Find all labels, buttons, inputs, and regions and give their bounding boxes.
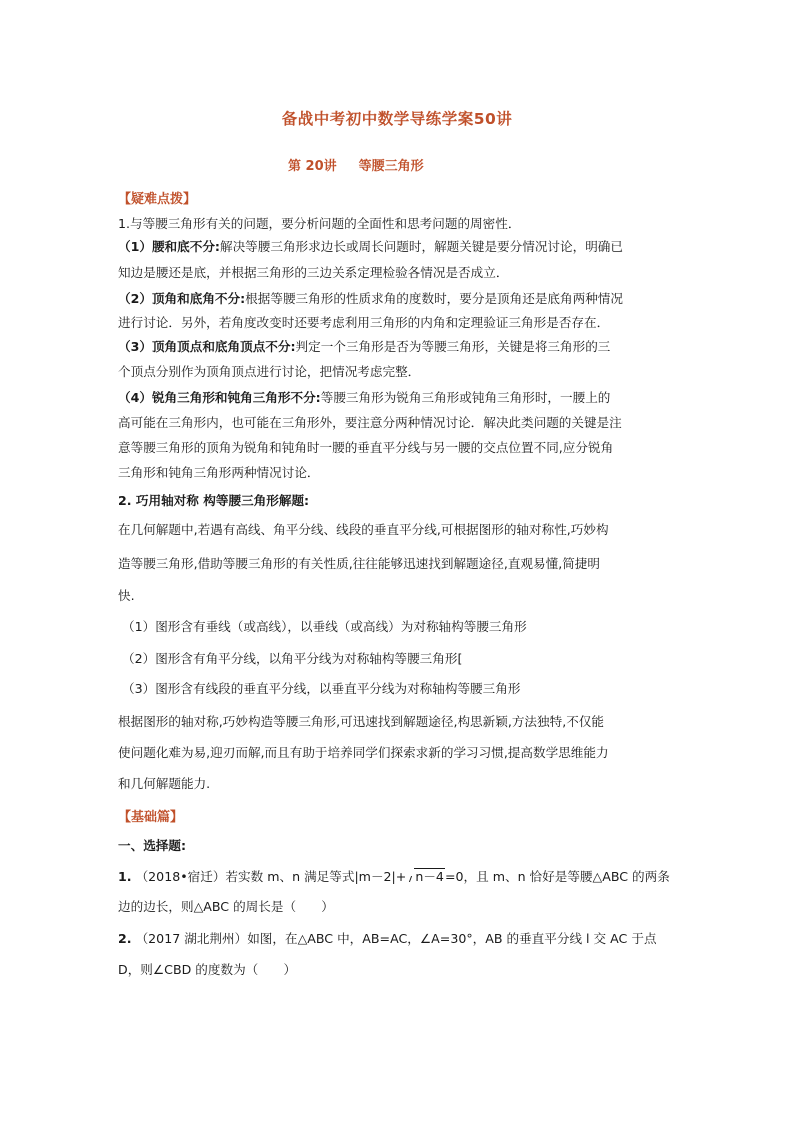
point-text: 根据等腰三角形的性质求角的度数时，要分是顶角还是底角两种情况: [245, 291, 623, 306]
paragraph-line: 进行讨论．另外，若角度改变时还要考虑利用三角形的内角和定理验证三角形是否存在．: [118, 315, 610, 330]
question-1: [118, 868, 678, 886]
paragraph-line: [118, 290, 678, 308]
paragraph-line: （1）图形含有垂线（或高线），以垂线（或高线）为对称轴构等腰三角形: [122, 619, 527, 634]
sqrt-radicand: n－4: [415, 869, 444, 884]
paragraph-line: 个顶点分别作为顶角顶点进行讨论，把情况考虑完整．: [118, 364, 421, 379]
paragraph-line: 和几何解题能力.: [118, 776, 211, 791]
lesson-title: [288, 155, 528, 174]
point-text: 解决等腰三角形求边长或周长问题时，解题关键是要分情况讨论，明确已: [219, 239, 623, 254]
point-text: 等腰三角形为锐角三角形或钝角三角形时，一腰上的: [320, 390, 611, 405]
paragraph-line: [118, 389, 678, 407]
question-number: 1.: [118, 869, 132, 884]
paragraph-line: 根据图形的轴对称,巧妙构造等腰三角形,可迅速找到解题途径,构思新颖,方法独特,不仅能: [118, 714, 604, 729]
point-text: 判定一个三角形是否为等腰三角形，关键是将三角形的三: [295, 339, 611, 354]
point-label: （2）顶角和底角不分:: [118, 291, 246, 306]
section-heading-basic: 【基础篇】: [118, 810, 184, 825]
section-heading-difficulty: 【疑难点拨】: [118, 192, 197, 207]
question-text: =0，且 m、n 恰好是等腰△ABC 的两条: [444, 869, 670, 884]
question-number: 2.: [118, 931, 132, 946]
paragraph-line: 在几何解题中,若遇有高线、角平分线、线段的垂直平分线,可根据图形的轴对称性,巧妙构: [118, 522, 609, 537]
question-2-continued: D，则∠CBD 的度数为（ ）: [118, 962, 297, 977]
paragraph-line: 知边是腰还是底，并根据三角形的三边关系定理检验各情况是否成立．: [118, 265, 509, 280]
paragraph-line: 2. 巧用轴对称 构等腰三角形解题:: [118, 493, 310, 508]
paragraph-line: [118, 238, 678, 256]
paragraph-line: （3）图形含有线段的垂直平分线，以垂直平分线为对称轴构等腰三角形: [122, 681, 521, 696]
lesson-name: 等腰三角形: [358, 159, 424, 174]
point-label: （1）腰和底不分:: [118, 239, 220, 254]
question-group-heading: 一、选择题:: [118, 838, 187, 853]
paragraph-line: 使问题化难为易,迎刃而解,而且有助于培养同学们探索求新的学习习惯,提高数学思维能力: [118, 745, 609, 760]
question-text: （2017 湖北荆州）如图，在△ABC 中，AB=AC，∠A=30°，AB 的垂直平分线 l 交 AC 于点: [135, 931, 657, 946]
paragraph-line: 意等腰三角形的顶角为锐角和钝角时一腰的垂直平分线与另一腰的交点位置不同,应分锐角: [118, 440, 614, 455]
question-1-continued: 边的边长，则△ABC 的周长是（ ）: [118, 899, 334, 914]
document-title: 备战中考初中数学导练学案50讲: [281, 110, 513, 128]
question-text: （2018•宿迁）若实数 m、n 满足等式|m－2|+: [135, 869, 407, 884]
paragraph-line: [118, 338, 678, 356]
paragraph-line: 1.与等腰三角形有关的问题，要分析问题的全面性和思考问题的周密性．: [118, 216, 521, 231]
lesson-number: 第 20讲: [288, 159, 337, 174]
sqrt-symbol: [406, 868, 445, 886]
paragraph-line: （2）图形含有角平分线，以角平分线为对称轴构等腰三角形[: [122, 651, 463, 666]
question-2: [118, 930, 678, 948]
paragraph-line: 造等腰三角形,借助等腰三角形的有关性质,往往能够迅速找到解题途径,直观易懂,简捷明: [118, 556, 600, 571]
paragraph-line: 快.: [118, 588, 135, 603]
paragraph-line: 高可能在三角形内，也可能在三角形外，要注意分两种情况讨论．解决此类问题的关键是注: [118, 415, 622, 430]
paragraph-line: 三角形和钝角三角形两种情况讨论．: [118, 465, 320, 480]
point-label: （4）锐角三角形和钝角三角形不分:: [118, 390, 321, 405]
point-label: （3）顶角顶点和底角顶点不分:: [118, 339, 296, 354]
